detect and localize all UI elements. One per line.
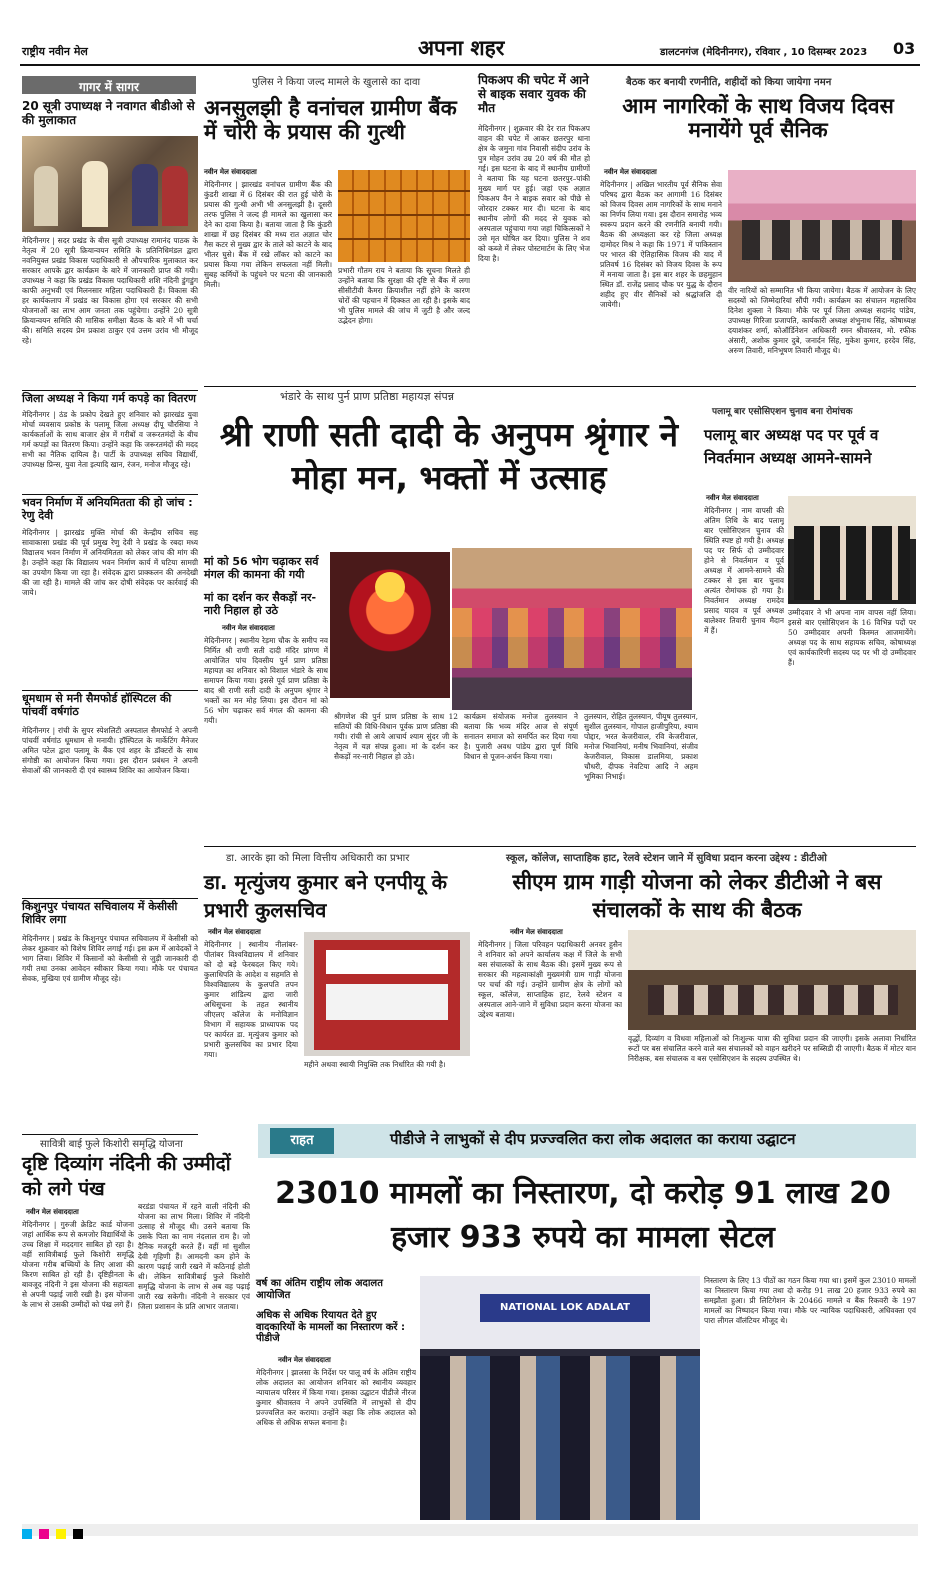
section-label: गागर में सागर [79,80,139,94]
registrar-byline: नवीन मेल संवाददाता [208,928,261,936]
magenta-swatch [39,1529,49,1539]
ranisati-body4: तुलस्यान, रोहित तुलस्यान, पीयूष तुलस्यान, सुशील तुलस्यान, गोपाल हाजीपुरिया, श्याम पोद्दार, भरत केजरीवाल, रवि केजरीवाल, मनोज भिवानियां, मनीष भिवानियां, संजीव केजरीवाल, विकास डालमिया, प्रकाश चौधरी, दीपक नेवटिया आदि ने अहम भूमिका निभाई। [584,712,698,781]
cmbus-body-2: वृद्धों, दिव्यांग व विधवा महिलाओं को निःशुल्क यात्रा की सुविधा प्रदान की जाएगी। इसके अलावा निर्धारित रूटों पर बस संचालित करने वाले बस संचालकों को वाहन खरीदने पर सब्सिडी दी जाएगी। बैठक में मोटर यान निरीक्षक, बस संचालक व बस एसोसिएशन के सदस्य उपस्थित थे। [628,1034,916,1063]
ranisati-sub1: मां को 56 भोग चढ़ाकर सर्व मंगल की कामना की गयी [204,555,319,581]
cmbus-kicker: स्कूल, कॉलेज, साप्ताहिक हाट, रेलवे स्टेशन जाने में सुविधा प्रदान करना उद्देश्य : डीटीओ [506,853,827,864]
cyan-swatch [22,1529,32,1539]
ranisati-devotees-photo [452,548,692,710]
bank-caption: प्रभारी गौतम राय ने बताया कि सूचना मिलते ही उन्होंने बताया कि सुरक्षा की दृष्टि से बैंक में लगा सीसीटीवी कैमरा क्रियाशील नहीं होने के कारण चोरों की पहचान में दिक्कत आ रही है। इसके बाद भी पुलिस मामले की जांच में जुटी है और जल्द उद्भेदन होगा। [338,266,470,325]
army-meeting-photo [728,170,916,282]
bar-headline: पलामू बार अध्यक्ष पद पर पूर्व व निवर्तमान अध्यक्ष आमने-सामने [704,426,879,467]
registrar-body: मेदिनीनगर | स्थानीय नीलांबर-पीतांबर विश्वविद्यालय में शनिवार को दो बड़े फेरबदल किए गये। कुलाधिपति के आदेश व सहमति से विश्वविद्यालय के कुलपति तपन कुमार शांडिल्य द्वारा जारी अधिसूचना के तहत स्थानीय जीएलए कॉलेज के मनोविज्ञान विभाग में सहायक प्राध्यापक पद पर कार्यरत डा. मृत्युंजय कुमार को प्रभारी कुलसचिव का प्रभार दिया गया। [204,940,298,1059]
pickup-headline: पिकअप की चपेट में आने से बाइक सवार युवक की मौत [478,73,589,115]
bar-candidates-photo [788,496,916,604]
army-headline: आम नागरिकों के साथ विजय दिवस मनायेंगे पूर्व सैनिक [622,94,894,143]
story-hospital-title: धूमधाम से मनी सैमफोर्ड हॉस्पिटल की पांचवीं वर्षगांठ [22,692,172,718]
story-kcc-body: मेदिनीनगर | प्रखंड के किशुनपुर पंचायत सचिवालय में केसीसी को लेकर शुक्रवार को विशेष शिविर लगाई गई। इस क्रम में आवेदकों ने भाग लिया। शिविर में किसानों को केसीसी से जुड़ी जानकारी दी गयी तथा उनका आवेदन स्वीकार किया गया। मौके पर पंचायत सेवक, मुखिया एवं ग्रामीण मौजूद रहे। [22,934,198,983]
black-swatch [73,1529,83,1539]
ranisati-body3: कार्यक्रम संयोजक मनोज तुलस्यान ने बताया कि भव्य मंदिर आज से संपूर्ण सनातन समाज को समर्पित कर दिया गया है। पुजारी अवध पांडेय द्वारा पूर्ण विधि विधान से पूजन-अर्चन किया गया। [464,712,578,761]
color-registration-bar [22,1524,918,1536]
divider [22,390,198,391]
divider [204,846,916,847]
ranisati-body1: मेदिनीनगर | स्थानीय रेड़मा चौक के समीप नव निर्मित श्री राणी सती दादी मंदिर प्रांगण में आयोजित पांच दिवसीय पुर्न प्राण प्रतिष्ठा महायज्ञ का शनिवार को विशाल भंडारे के साथ समापन किया गया। इससे पूर्व प्राण प्रतिष्ठा के बाद श्री राणी सती दादी के अनुपम श्रृंगार ने भक्तों का मन मोह लिया। इस दौरान मां को 56 भोग चढ़ाकर सर्व मंगल की कामना की गयी। [204,636,328,725]
bar-body1: मेदिनीनगर | नाम वापसी की अंतिम तिथि के बाद पलामू बार एसोसिएशन चुनाव की स्थिति स्पष्ट हो गयी है। अध्यक्ष पद पर सिर्फ दो उम्मीदवार होने से निवर्तमान व पूर्व अध्यक्ष में आमने-सामने की टक्कर से इस बार चुनाव अत्यंत रोमांचक हो गया है। निवर्तमान अध्यक्ष रामदेव प्रसाद यादव व पूर्व अध्यक्ष बालेश्वर तिवारी चुनाव मैदान में हैं। [704,506,784,635]
brand-name: राष्ट्रीय नवीन मेल [22,45,88,58]
ranisati-body2: श्रीगणेश की पुर्न प्राण प्रतिष्ठा के साथ 12 सतियों की विधि-विधान पूर्वक प्राण प्रतिष्ठा की गयी। रांची से आये आचार्य श्याम सुंदर जी के नेतृत्व में यज्ञ संपन्न हुआ। मां के दर्शन कर सैकड़ों नर-नारी निहाल हो उठे। [334,712,458,761]
masthead-rule [20,64,920,66]
bar-byline: नवीन मेल संवाददाता [706,494,759,502]
bank-body: मेदिनीनगर | झारखंड वनांचल ग्रामीण बैंक की कुंडरी शाखा में 6 दिसंबर की रात हुई चोरी के प्रयास की गुत्थी अभी भी अनसुलझी है। दूसरी तरफ पुलिस ने जल्द ही मामले का खुलासा कर देने का दावा किया है। बताया जाता है कि कुंडरी शाखा में छह दिसंबर की मध्य रात अज्ञात चोर गैस कटर से मुख्य द्वार के ताले को काटने के बाद भीतर घुसे। बैंक में रखे लॉकर को काटने का प्रयास किया गया लेकिन सफलता नहीं मिली। सुबह कर्मियों के पहुंचने पर घटना की जानकारी मिली। [204,180,332,289]
dateline: डालटनगंज (मेदिनीनगर), रविवार , 10 दिसम्बर 2023 [660,47,868,58]
bdo-meeting-photo [22,136,198,232]
story-building-body: मेदिनीनगर | झारखंड मुक्ति मोर्चा की केन्द्रीय सचिव सह सावाकासा प्रखंड की पूर्व प्रमुख रेणु देवी ने प्रखंड के रबदा मध्य विद्यालय भवन निर्माण में अनियमितता को लेकर जांच की मांग की है। उन्होंने कहा कि विद्यालय भवन निर्माण कार्य में घटिया सामग्री का उपयोग किया जा रहा है। संवेदक द्वारा प्राक्कलन की अनदेखी की जा रही है। मामले की जांच कर दोषी संवेदक पर कार्रवाई की जाये। [22,528,198,597]
lokadalat-body: मेदिनीनगर | झालसा के निर्देश पर पालू वर्ष के अंतिम राष्ट्रीय लोक अदालत का आयोजन शनिवार को स्थानीय व्यवहार न्यायालय परिसर में किया गया। इसका उद्घाटन पीडीजे नीरज कुमार श्रीवास्तव ने अपने उपस्थिति में लाभुकों से दीप प्रज्ज्वलित कर कराया। उन्होंने कहा कि लोक अदालत को अधिक से अधिक सफल बनाना है। [256,1368,416,1427]
nandini-headline: दृष्टि दिव्यांग नंदिनी की उम्मीदों को लगे पंख [22,1153,231,1200]
divider [22,690,198,691]
ranisati-headline: श्री राणी सती दादी के अनुपम श्रृंगार ने मोहा मन, भक्तों में उत्साह [219,415,679,497]
lokadalat-sub2: अधिक से अधिक रियायत देते हुए वादकारियों के मामलों का निस्तारण करें : पीडीजे [256,1310,405,1344]
lokadalat-headline: 23010 मामलों का निस्तारण, दो करोड़ 91 लाख 20 हजार 933 रुपये का मामला सेटल [275,1176,891,1255]
university-building-photo [304,932,470,1056]
lokadalat-kicker: पीडीजे ने लाभुकों से दीप प्रज्ज्वलित करा लोक अदालत का कराया उद्घाटन [390,1130,796,1148]
ranisati-sub2: मां का दर्शन कर सैकड़ों नर-नारी निहाल हो उठे [204,591,317,617]
ranisati-idol-photo [330,552,450,698]
bar-kicker: पलामू बार एसोसिएशन चुनाव बना रोमांचक [712,407,853,417]
lokadalat-sub: वर्ष का अंतिम राष्ट्रीय लोक अदालत आयोजित [256,1278,383,1301]
nandini-kicker: सावित्री बाई फुले किशोरी समृद्धि योजना [40,1139,183,1150]
cmbus-headline: सीएम ग्राम गाड़ी योजना को लेकर डीटीओ ने बस संचालकों के साथ की बैठक [512,870,882,923]
bank-byline: नवीन मेल संवाददाता [204,168,257,176]
nandini-byline: नवीन मेल संवाददाता [26,1208,79,1216]
lokadalat-inauguration-photo [420,1276,700,1520]
divider [22,898,198,899]
bank-headline: अनसुलझी है वनांचल ग्रामीण बैंक में चोरी के प्रयास की गुत्थी [204,96,457,145]
army-byline: नवीन मेल संवाददाता [604,168,657,176]
story-clothes-title: जिला अध्यक्ष ने किया गर्म कपड़े का वितरण [22,392,196,405]
story-building-title: भवन निर्माण में अनियमितता की हो जांच : रेणु देवी [22,496,193,522]
lokadalat-byline: नवीन मेल संवाददाता [278,1356,331,1364]
banner-text: NATIONAL LOK ADALAT [499,1302,631,1313]
brand-logo [22,40,122,59]
tag-label: राहत [290,1133,314,1148]
divider [204,386,916,387]
registrar-kicker: डा. आरके झा को मिला वित्तीय अधिकारी का प्रभार [226,853,410,864]
army-body: मेदिनीनगर | अखिल भारतीय पूर्व सैनिक सेवा परिषद द्वारा बैठक कर आगामी 16 दिसंबर को विजय दिवस आम नागरिकों के साथ मनाने का निर्णय लिया गया। इस दौरान समारोह भव्य स्वरूप प्रदान करने की रणनीति बनायी गयी। बैठक की अध्यक्षता कर रहे जिला अध्यक्ष दामोदर मिश्र ने कहा कि 1971 में पाकिस्तान पर भारत की ऐतिहासिक विजय की याद में प्रतिवर्ष 16 दिसंबर को विजय दिवस के रूप में मनाया जाता है। इस बार शहर के छहमुहान स्थित डॉ. राजेंद्र प्रसाद चौक पर युद्ध के दौरान शहीद हुए वीर सैनिकों को श्रद्धांजलि दी जायेगी। [600,180,722,309]
bar-body2: उम्मीदवार ने भी अपना नाम वापस नहीं लिया। इससे बार एसोसिएशन के 16 विभिन्न पदों पर 50 उम्मीदवार अपनी किस्मत आजमायेंगे। अध्यक्ष पद के साथ सहायक सचिव, कोषाध्यक्ष एवं कार्यकारिणी सदस्य पद पर भी दो उम्मीदवार हैं। [788,608,916,667]
story-clothes-body: मेदिनीनगर | ठंड के प्रकोप देखते हुए शनिवार को झारखंड युवा मोर्चा व्यवसाय प्रकोष्ठ के पलामू जिला अध्यक्ष दीपू चौरसिया ने कार्यकर्ताओं के साथ बाजार क्षेत्र में गरीबों व जरूरतमंदों के बीच गर्म कपड़ों का वितरण किया। उन्होंने कहा कि जरूरतमंदों की मदद सभी का नैतिक दायित्व है। पार्टी के उपाध्यक्ष सचिव विद्यार्थी, उपाध्यक्ष प्रिन्स, युवा नेता इत्यादि खान, रंजन, मनोज मौजूद रहे। [22,410,198,469]
bank-locker-photo [338,170,470,262]
registrar-headline: डा. मृत्युंजय कुमार बने एनपीयू के प्रभारी कुलसचिव [204,870,447,922]
ranisati-byline: नवीन मेल संवाददाता [222,624,275,632]
cmbus-byline: नवीन मेल संवाददाता [510,928,563,936]
lokadalat-tag [270,1128,334,1154]
divider [22,494,198,495]
nandini-body1: मेदिनीनगर | गुरुजी क्रेडिट कार्ड योजना जहां आर्थिक रूप से कमजोर विद्यार्थियों के उच्च शिक्षा में मददगार साबित हो रहा है। वहीं सावित्रीबाई फुले किशोरी समृद्धि योजना गरीब बच्चियों के लिए आशा की किरण साबित हो रही है। दृष्टिहीनता के बावजूद नंदिनी ने इस योजना की सहायता से अपनी पढ़ाई जारी रखी है। इस योजना के लाभ से उसकी उम्मीदों को पंख लगे हैं। [22,1220,134,1309]
pickup-body: मेदिनीनगर | शुक्रवार की देर रात पिकअप वाहन की चपेट में आकर छतरपुर थाना क्षेत्र के जमुना गांव निवासी संदीप उरांव के पुत्र मोहन उरांव उम्र 20 वर्ष की मौत हो गई। इस घटना के बाद में स्थानीय ग्रामीणों ने बताया कि यह घटना छतरपुर–पांकी मुख्य मार्ग पर हुई। जहां एक अज्ञात पिकअप वैन ने बाइक सवार को पीछे से जोरदार टक्कर मार दी। घटना के बाद स्थानीय लोगों की मदद से युवक को अस्पताल पहुंचाया गया जहां चिकित्सकों ने उसे मृत घोषित कर दिया। पुलिस ने शव को कब्जे में लेकर पोस्टमार्टम के लिए भेज दिया है। [478,124,590,263]
bank-kicker: पुलिस ने किया जल्द मामले के खुलासे का दावा [252,77,421,88]
yellow-swatch [56,1529,66,1539]
story-bdo-body: मेदिनीनगर | सदर प्रखंड के बीस सूत्री उपाध्यक्ष रामानंद पाठक के नेतृत्व में 20 सूत्री क्रियान्वयन समिति के प्रतिनिधिमंडल द्वारा नवनियुक्त प्रखंड विकास पदाधिकारी से औपचारिक मुलाकात कर सरकार आपके द्वार कार्यक्रम के बारे में जानकारी प्राप्त की गयी। उपाध्यक्ष ने कहा कि प्रखंड विकास पदाधिकारी शशि नंदिनी डुंगडुंग काफी अनुभवी एवं मिलनसार महिला पदाधिकारी हैं। विकास की हर कार्यकलाप में प्रखंड का विकास होगा एवं सरकार की सभी योजनाओं का लाभ आम जनता तक पहुंचेगा। उन्होंने 20 सूत्री क्रियान्वयन समिति की मासिक समीक्षा बैठक के बारे में भी चर्चा की। समिति सदस्य प्रेम प्रकाश ठाकुर एवं उत्तम उरांव भी मौजूद रहे। [22,236,198,345]
section-title: अपना शहर [418,36,505,60]
cmbus-meeting-photo [628,930,916,1030]
lokadalat-body-2: निस्तारण के लिए 13 पीठों का गठन किया गया था। इसमें कुल 23010 मामलों का निस्तारण किया गया तथा दो करोड़ 91 लाख 20 हजार 933 रुपये का समझौता हुआ। प्री लिटिगेशन के 20466 मामले व बैंक रिकवरी के 197 मामलों का निष्पादन किया गया। मौके पर न्यायिक पदाधिकारी, अधिवक्ता एवं पारा लीगल वॉलंटियर मौजूद थे। [704,1276,916,1325]
ranisati-kicker: भंडारे के साथ पुर्न प्राण प्रतिष्ठा महायज्ञ संपन्न [280,390,454,403]
section-label-bar [22,76,196,94]
army-kicker: बैठक कर बनायी रणनीति, शहीदों को किया जायेगा नमन [626,77,832,88]
divider [22,1134,198,1135]
nandini-body2: बरडंडा पंचायत में रहने वाली नंदिनी की योजना का लाभ मिला। शिविर में नंदिनी उत्साह से मौजूद थी। उसने बताया कि उसके पिता का नाम नंदलाल राम है। जो दैनिक मजदूरी करते हैं। वहीं मां सुशील देवी गृहिणी हैं। आमदनी कम होने के कारण पढ़ाई जारी रखने में कठिनाई होती थी। लेकिन सावित्रीबाई फुले किशोरी समृद्धि योजना के लाभ से अब वह पढ़ाई जारी रख सकेगी। नंदिनी ने सरकार एवं जिला प्रशासन के प्रति आभार जताया। [138,1202,250,1311]
story-hospital-body: मेदिनीनगर | रांची के सुपर स्पेशलिटी अस्पताल सैमफोर्ड ने अपनी पांचवीं वर्षगांठ धूमधाम से मनायी। हॉस्पिटल के मार्केटिंग मैनेजर अमित पटेल द्वारा पलामू के बैंक एवं शहर के डॉक्टरों के साथ संगोष्ठी का आयोजन किया गया। इस दौरान प्रबंधन ने अपनी सेवाओं की जानकारी दी एवं स्वास्थ्य शिविर का आयोजन किया। [22,726,198,775]
page-number: 03 [893,39,916,58]
story-bdo-title: 20 सूत्री उपाध्यक्ष ने नवागत बीडीओ से की मुलाकात [22,99,195,127]
registrar-caption: महीने अथवा स्थायी नियुक्ति तक निर्धारित की गयी है। [304,1060,446,1069]
army-body-2: वीर नारियों को सम्मानित भी किया जायेगा। बैठक में आयोजन के लिए सदस्यों को जिम्मेदारियां सौंपी गयी। कार्यक्रम का संचालन महासचिव दिनेश शुक्ला ने किया। मौके पर पूर्व जिला अध्यक्ष सदानंद पांडेय, उपाध्यक्ष गिरिजा प्रजापति, कार्यकारी अध्यक्ष शंभुनाथ सिंह, कोषाध्यक्ष दयाशंकर शर्मा, कोऑर्डिनेशन अधिकारी रमन श्रीवास्तव, मो. रफीक अंसारी, अशोक कुमार दुबे, जनार्दन सिंह, मुकेश कुमार, हरदेव सिंह, अरुण तिवारी, मनिभूषण तिवारी मौजूद थे। [728,286,916,355]
story-kcc-title: किशुनपुर पंचायत सचिवालय में केसीसी शिविर लगा [22,900,178,926]
cmbus-body: मेदिनीनगर | जिला परिवहन पदाधिकारी अनवर हुसैन ने शनिवार को अपने कार्यालय कक्ष में जिले के सभी बस संचालकों के साथ बैठक की। इसमें मुख्य रूप से सरकार की महत्वाकांक्षी मुख्यमंत्री ग्राम गाड़ी योजना पर चर्चा की गई। उन्होंने ग्रामीण क्षेत्र के लोगों को स्कूल, कॉलेज, साप्ताहिक हाट, रेलवे स्टेशन व अस्पताल आने-जाने में सुविधा प्रदान करना योजना का उद्देश्य बताया। [478,940,622,1019]
